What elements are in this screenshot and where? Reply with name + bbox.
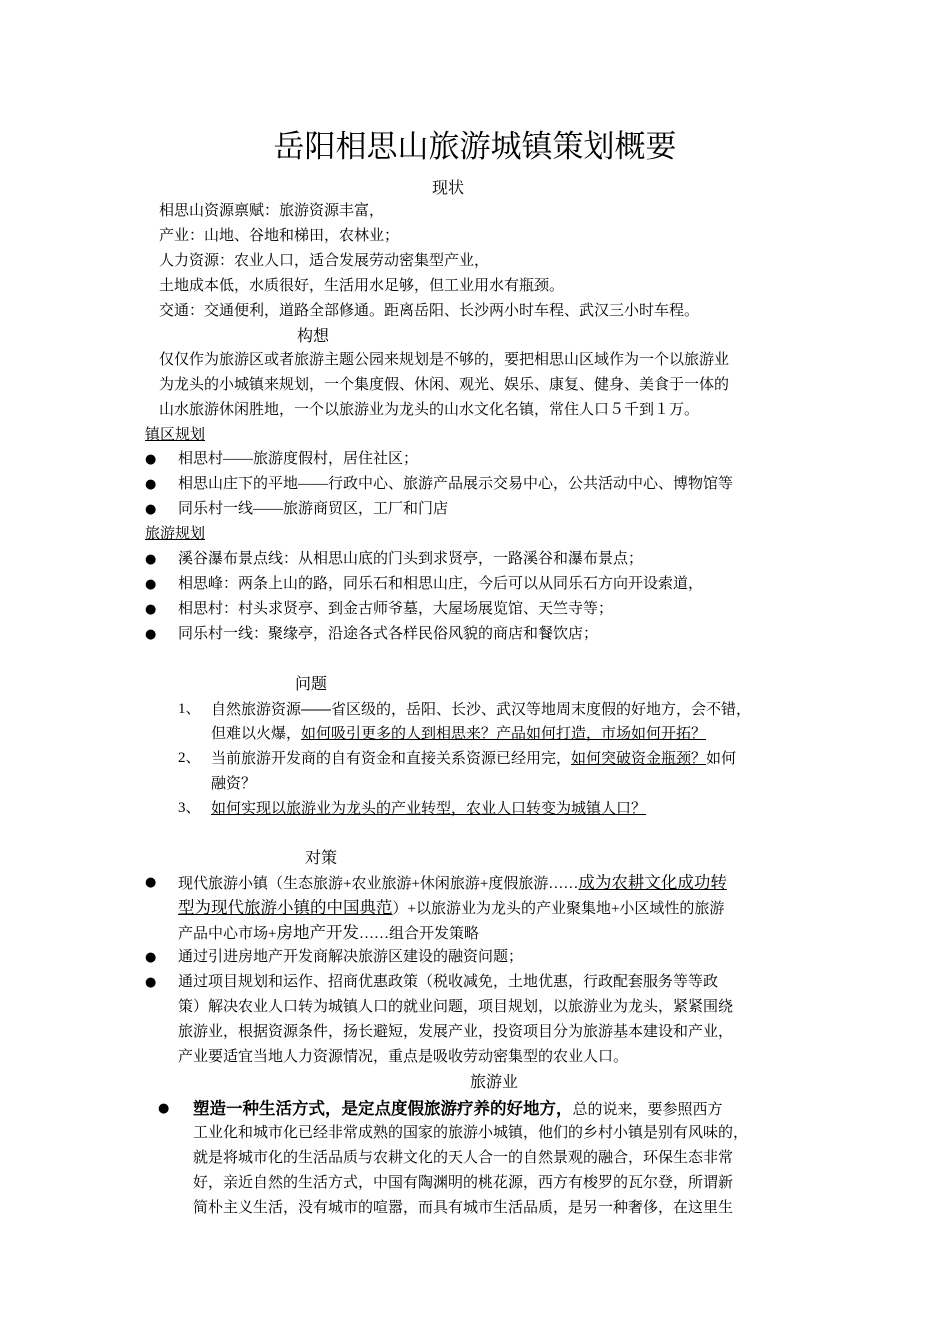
bullet-dot-icon: ● — [145, 975, 157, 990]
problem-line — [211, 721, 706, 746]
document-title: 岳阳相思山旅游城镇策划概要 — [273, 129, 677, 165]
bullet-dot-icon: ● — [145, 477, 157, 492]
problem-number: 1、 — [178, 701, 201, 717]
status-line: 人力资源：农业人口，适合发展劳动密集型产业， — [159, 253, 490, 269]
concept-line: 仅仅作为旅游区或者旅游主题公园来规划是不够的，要把相思山区域作为一个以旅游业 — [159, 352, 730, 368]
problem-number: 2、 — [178, 750, 201, 766]
strategy-line: 旅游业，根据资源条件，扬长避短，发展产业，投资项目分为旅游基本建设和产业， — [178, 1024, 734, 1040]
bullet-dot-icon: ● — [145, 875, 157, 890]
list-item: 相思山庄下的平地——行政中心、旅游产品展示交易中心，公共活动中心、博物馆等 — [178, 476, 734, 492]
strategy-line — [178, 920, 479, 947]
bullet-dot-icon: ● — [145, 627, 157, 642]
problem-text: 如何 — [706, 750, 737, 767]
problem-line — [211, 746, 736, 771]
bullet-dot-icon: ● — [158, 1101, 170, 1116]
status-line: 交通：交通便利，道路全部修通。距离岳阳、长沙两小时车程、武汉三小时车程。 — [159, 303, 700, 319]
list-item: 相思村——旅游度假村，居住社区； — [178, 451, 419, 467]
strategy-highlight: 成为农耕文化成功转 — [578, 873, 727, 892]
section-heading-tourism: 旅游业 — [470, 1072, 519, 1091]
tourism-text: 总的说来，要参照西方 — [572, 1102, 723, 1118]
strategy-line: 通过引进房地产开发商解决旅游区建设的融资问题； — [178, 949, 524, 965]
status-line: 相思山资源禀赋：旅游资源丰富， — [159, 203, 385, 219]
strategy-text: 现代旅游小镇（生态旅游+农业旅游+休闲旅游+度假旅游…… — [178, 876, 579, 892]
problem-question: 如何突破资金瓶颈？ — [571, 750, 707, 767]
strategy-line: 策）解决农业人口转为城镇人口的就业问题，项目规划，以旅游业为龙头，紧紧围绕 — [178, 999, 734, 1015]
strategy-highlight: 房地产开发 — [276, 923, 359, 942]
tourism-lead: 塑造一种生活方式，是定点度假旅游疗养的好地方， — [193, 1099, 573, 1118]
strategy-line: 产业要适宜当地人力资源情况，重点是吸收劳动密集型的农业人口。 — [178, 1049, 629, 1065]
problem-line: 自然旅游资源——省区级的，岳阳、长沙、武汉等地周末度假的好地方，会不错， — [211, 701, 752, 718]
list-item: 相思村：村头求贤亭、到金古师爷墓，大屋场展览馆、天竺寺等； — [178, 601, 614, 617]
strategy-line — [178, 870, 727, 897]
bullet-dot-icon: ● — [145, 577, 157, 592]
status-line: 土地成本低，水质很好，生活用水足够，但工业用水有瓶颈。 — [159, 278, 565, 294]
status-line: 产业：山地、谷地和梯田，农林业； — [159, 228, 400, 244]
strategy-text: 产品中心市场+ — [178, 926, 277, 942]
tourism-line: 简朴主义生活，没有城市的喧嚣，而具有城市生活品质，是另一种奢侈，在这里生 — [193, 1200, 734, 1216]
tourism-line: 就是将城市化的生活品质与农耕文化的天人合一的自然景观的融合，环保生态非常 — [193, 1150, 734, 1166]
list-item: 同乐村一线：聚缘亭，沿途各式各样民俗风貌的商店和餐饮店； — [178, 626, 599, 642]
section-heading-problems: 问题 — [295, 674, 328, 693]
section-heading-status: 现状 — [432, 178, 465, 197]
tourism-line — [193, 1096, 723, 1123]
problem-question: 如何实现以旅游业为龙头的产业转型，农业人口转变为城镇人口？ — [211, 800, 647, 817]
tourism-line: 好，亲近自然的生活方式，中国有陶渊明的桃花源，西方有梭罗的瓦尔登，所谓新 — [193, 1175, 734, 1191]
problem-number: 3、 — [178, 800, 201, 816]
list-item: 同乐村一线——旅游商贸区，工厂和门店 — [178, 501, 449, 517]
strategy-line — [178, 895, 724, 922]
problem-question: 如何吸引更多的人到相思来？产品如何打造，市场如何开拓？ — [301, 725, 707, 742]
tourism-line: 工业化和城市化已经非常成熟的国家的旅游小城镇，他们的乡村小镇是别有风味的， — [193, 1125, 749, 1141]
bullet-dot-icon: ● — [145, 452, 157, 467]
strategy-line: 通过项目规划和运作、招商优惠政策（税收减免，土地优惠，行政配套服务等等政 — [178, 974, 719, 990]
bullet-dot-icon: ● — [145, 552, 157, 567]
problem-text: 但难以火爆， — [211, 725, 302, 742]
problem-line: 融资？ — [211, 775, 257, 792]
concept-line: 山水旅游休闲胜地，一个以旅游业为龙头的山水文化名镇，常住人口５千到１万。 — [159, 402, 700, 418]
section-heading-town-plan: 镇区规划 — [145, 427, 206, 443]
concept-line: 为龙头的小城镇来规划，一个集度假、休闲、观光、娱乐、康复、健身、美食于一体的 — [159, 377, 730, 393]
section-heading-tour-plan: 旅游规划 — [145, 526, 206, 542]
strategy-text: ）+以旅游业为龙头的产业聚集地+小区域性的旅游 — [392, 901, 725, 917]
list-item: 溪谷瀑布景点线：从相思山底的门头到求贤亭，一路溪谷和瀑布景点； — [178, 551, 644, 567]
section-heading-concept: 构想 — [297, 326, 330, 345]
list-item: 相思峰：两条上山的路，同乐石和相思山庄，今后可以从同乐石方向开设索道， — [178, 576, 704, 592]
bullet-dot-icon: ● — [145, 502, 157, 517]
bullet-dot-icon: ● — [145, 602, 157, 617]
bullet-dot-icon: ● — [145, 950, 157, 965]
strategy-highlight: 型为现代旅游小镇的中国典范 — [178, 898, 393, 917]
problem-text: 当前旅游开发商的自有资金和直接关系资源已经用完， — [211, 750, 572, 767]
section-heading-strategy: 对策 — [305, 848, 338, 867]
strategy-text: ……组合开发策略 — [358, 926, 479, 942]
